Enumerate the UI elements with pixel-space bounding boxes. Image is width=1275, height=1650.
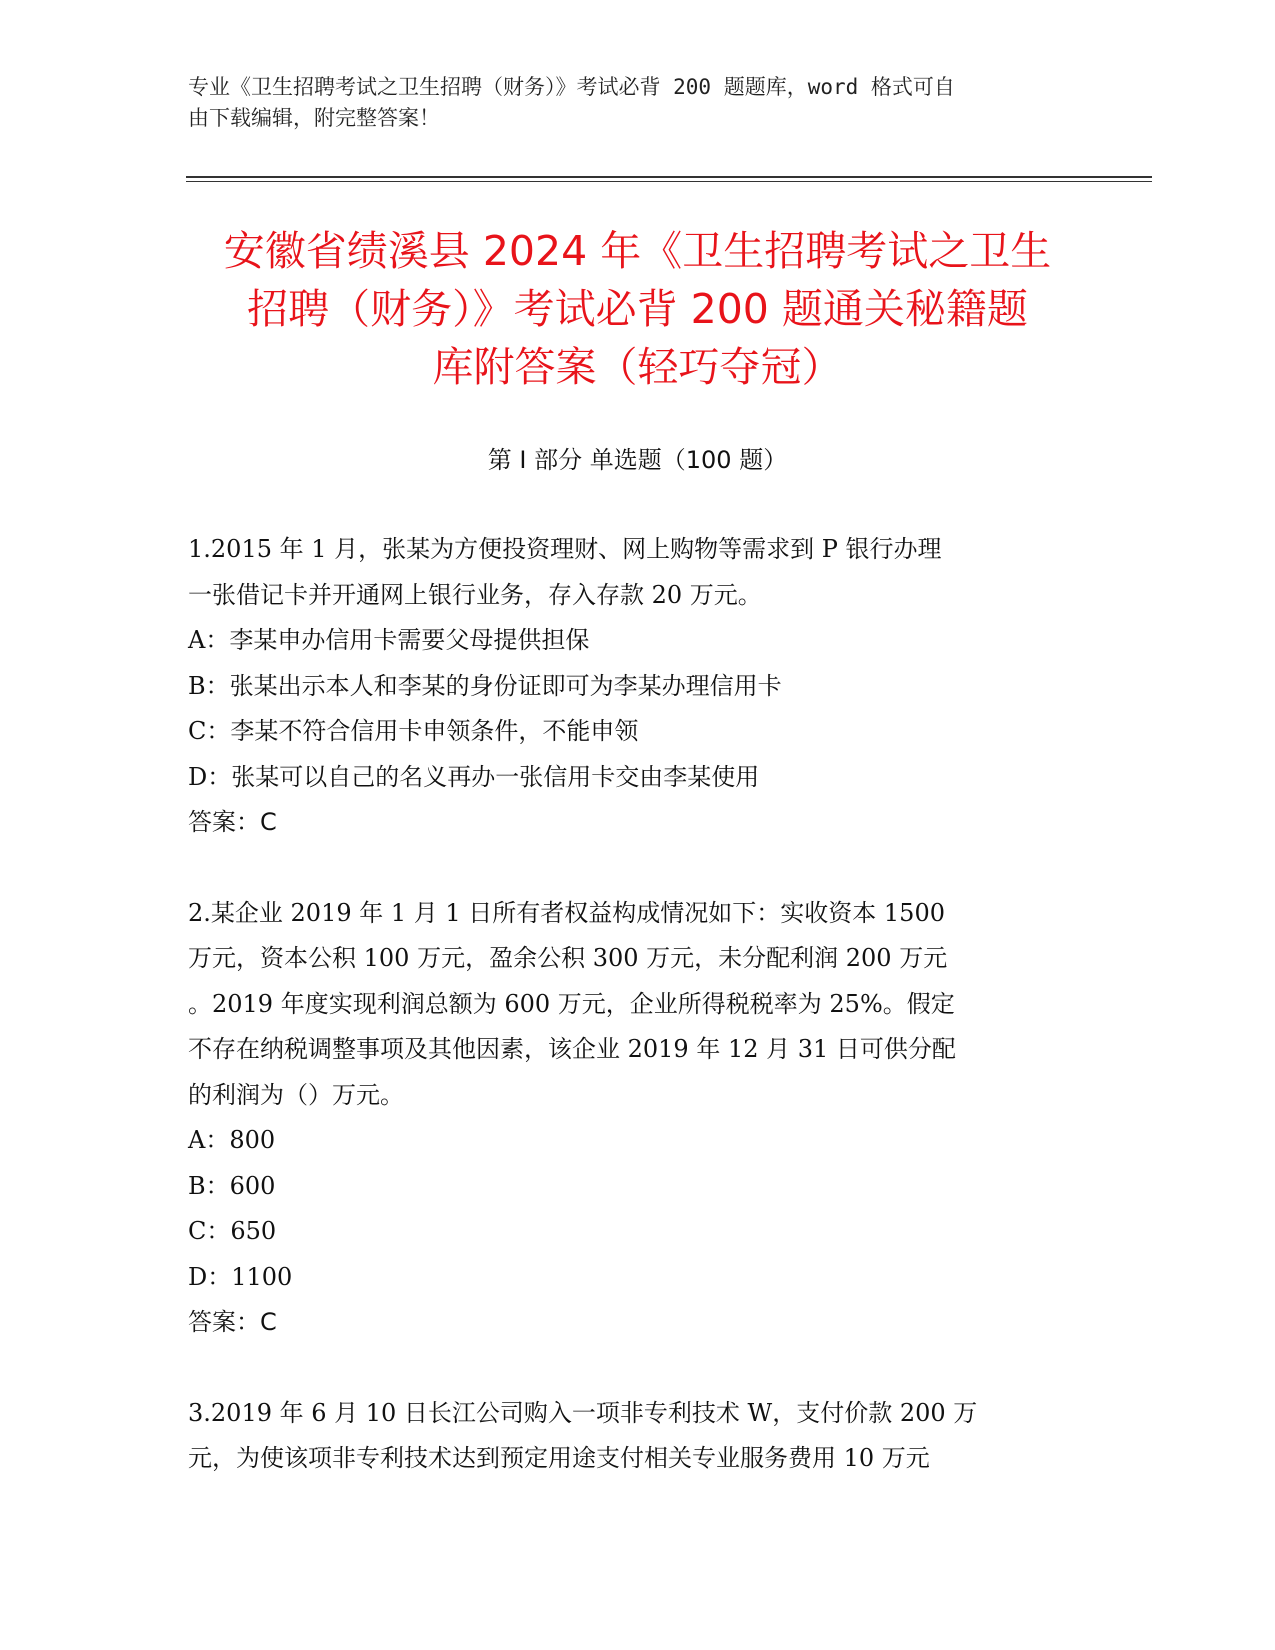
question-2 — [188, 891, 1068, 1346]
question-1 — [188, 527, 1068, 846]
question-text-line: 1.2015 年 1 月，张某为方便投资理财、网上购物等需求到 P 银行办理 — [188, 535, 942, 563]
option-b: B：600 — [188, 1171, 276, 1200]
question-text-line: 一张借记卡并开通网上银行业务，存入存款 20 万元。 — [188, 580, 762, 609]
question-text-line: 3.2019 年 6 月 10 日长江公司购入一项非专利技术 W，支付价款 200 万 — [188, 1398, 978, 1427]
question-text-line: 2.某企业 2019 年 1 月 1 日所有者权益构成情况如下：实收资本 1500 — [188, 898, 945, 927]
option-a: A：李某申办信用卡需要父母提供担保 — [188, 626, 590, 654]
header-divider-thin — [186, 181, 1152, 182]
question-text-line: 。2019 年度实现利润总额为 600 万元，企业所得税税率为 25%。假定 — [188, 989, 955, 1018]
question-3 — [188, 1391, 1068, 1482]
option-a: A：800 — [188, 1126, 276, 1154]
section-heading: 第 I 部分 单选题（100 题） — [487, 446, 788, 474]
option-c: C：李某不符合信用卡申领条件，不能申领 — [188, 717, 639, 745]
header-line-2: 由下载编辑，附完整答案！ — [188, 106, 440, 130]
answer: 答案：C — [188, 808, 277, 836]
header-divider-thick — [186, 176, 1152, 178]
option-d: D：1100 — [188, 1262, 293, 1291]
option-c: C：650 — [188, 1217, 277, 1245]
document-title — [170, 222, 1105, 396]
option-d: D：张某可以自己的名义再办一张信用卡交由李某使用 — [188, 762, 760, 791]
title-line-2: 招聘（财务）》考试必背 200 题通关秘籍题 — [247, 285, 1028, 333]
question-text-line: 万元，资本公积 100 万元，盈余公积 300 万元，未分配利润 200 万元 — [188, 944, 948, 972]
question-list — [188, 527, 1068, 1527]
page-header — [188, 72, 1068, 134]
answer: 答案：C — [188, 1308, 277, 1336]
title-line-1: 安徽省绩溪县 2024 年《卫生招聘考试之卫生 — [223, 227, 1052, 275]
title-line-3: 库附答案（轻巧夺冠） — [432, 343, 843, 391]
question-text-line: 不存在纳税调整事项及其他因素，该企业 2019 年 12 月 31 日可供分配 — [188, 1035, 956, 1063]
question-text-line: 元，为使该项非专利技术达到预定用途支付相关专业服务费用 10 万元 — [188, 1444, 930, 1472]
question-text-line: 的利润为（）万元。 — [188, 1080, 404, 1109]
header-line-1: 专业《卫生招聘考试之卫生招聘（财务）》考试必背 200 题题库，word 格式可自 — [188, 75, 955, 99]
option-b: B：张某出示本人和李某的身份证即可为李某办理信用卡 — [188, 671, 782, 700]
